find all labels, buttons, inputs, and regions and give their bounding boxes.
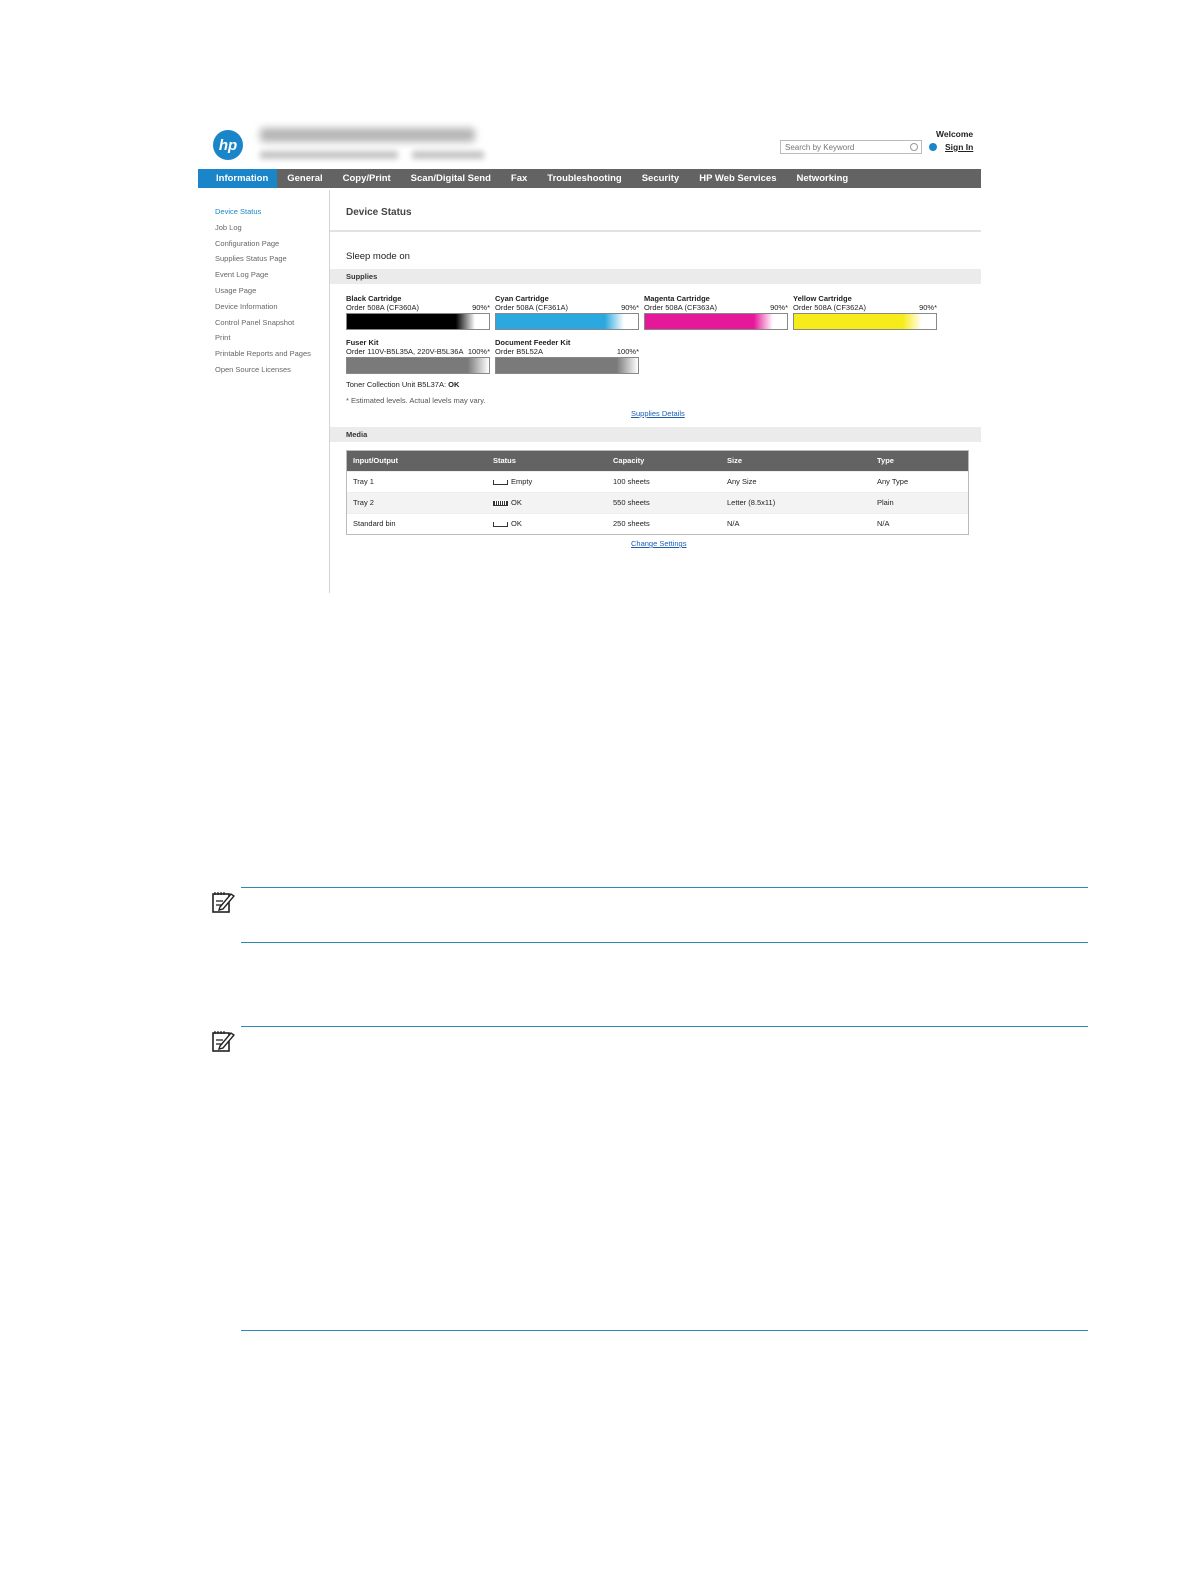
estimate-note: * Estimated levels. Actual levels may vary. [346,396,486,405]
search-input[interactable]: Search by Keyword [780,140,922,154]
supply-order: Order 508A (CF363A) [644,303,717,312]
supply-order: Order 508A (CF362A) [793,303,866,312]
note-rule-top [241,887,1088,888]
sidebar-item-print[interactable]: Print [215,333,231,343]
supply-order: Order 508A (CF361A) [495,303,568,312]
supply-name: Black Cartridge [346,294,402,303]
column-header: Input/Output [353,456,398,465]
table-row [347,492,968,513]
help-icon[interactable] [929,143,937,151]
table-cell: Standard bin [353,519,396,528]
status-text: OK [511,519,522,528]
table-cell-status [493,493,522,513]
column-header: Type [877,456,894,465]
supply-gauge [644,313,788,330]
sidebar-item-control-panel-snapshot[interactable]: Control Panel Snapshot [215,317,295,327]
column-header: Capacity [613,456,645,465]
supply-gauge-fill [496,358,638,373]
divider [330,230,981,232]
tab-scan-digital-send[interactable]: Scan/Digital Send [410,173,491,184]
welcome-label: Welcome [936,129,974,139]
supply-level: 90%* [770,303,788,312]
supply-gauge-fill [496,314,624,329]
supply-magenta-cartridge [644,294,788,330]
toner-collection-label: Toner Collection Unit B5L37A: [346,380,447,389]
table-cell: Any Type [877,477,909,486]
status-text: Empty [511,477,533,486]
page-title: Device Status [346,207,412,218]
table-cell: Any Size [727,477,757,486]
blurred-printer-subtitle [260,151,398,159]
tab-copy-print[interactable]: Copy/Print [342,173,391,184]
supply-fuser-kit [346,338,490,374]
supply-level: 90%* [472,303,490,312]
tab-security[interactable]: Security [641,173,680,184]
table-cell: 550 sheets [613,498,650,507]
media-header: Media [330,427,981,442]
sidebar-item-usage-page[interactable]: Usage Page [215,285,257,295]
supplies-header: Supplies [330,269,981,284]
table-row [347,471,968,492]
table-cell: 100 sheets [613,477,650,486]
search-icon[interactable] [910,143,918,151]
column-header: Status [493,456,516,465]
table-row [347,513,968,534]
supply-name: Fuser Kit [346,338,379,347]
status-text: OK [511,498,522,507]
supply-gauge [346,357,490,374]
ews-screenshot [198,118,981,593]
blurred-printer-title [260,128,475,142]
table-cell: Plain [877,498,894,507]
supply-order: Order 110V-B5L35A, 220V-B5L36A [346,347,464,356]
supply-gauge [793,313,937,330]
column-header: Size [727,456,743,465]
supply-gauge [495,313,639,330]
tab-general[interactable]: General [287,173,323,184]
change-settings-link[interactable]: Change Settings [631,539,687,548]
sign-in-link[interactable]: Sign In [945,142,974,152]
table-cell: Letter (8.5x11) [727,498,776,507]
supply-gauge-fill [347,314,475,329]
supply-document-feeder-kit [495,338,639,374]
media-table [346,450,969,535]
tab-hp-web-services[interactable]: HP Web Services [699,173,777,184]
supply-gauge-fill [794,314,922,329]
sidebar-item-printable-reports[interactable]: Printable Reports and Pages [215,349,311,359]
supply-black-cartridge [346,294,490,330]
sidebar-item-configuration-page[interactable]: Configuration Page [215,238,280,248]
table-cell: Tray 1 [353,477,374,486]
table-cell-status [493,472,532,492]
tray-empty-icon [493,480,508,485]
table-cell: N/A [727,519,740,528]
table-cell-status [493,514,522,534]
blurred-ip-address [412,151,484,159]
output-bin-icon [493,522,508,527]
supply-name: Yellow Cartridge [793,294,852,303]
supply-gauge [346,313,490,330]
sidebar [215,206,311,380]
tray-full-icon [493,501,508,506]
supplies-details-link[interactable]: Supplies Details [631,409,685,418]
supply-level: 90%* [621,303,639,312]
supply-name: Document Feeder Kit [495,338,571,347]
main-content [330,188,981,593]
note-rule-bottom [241,942,1088,943]
table-cell: N/A [877,519,890,528]
supply-order: Order 508A (CF360A) [346,303,419,312]
tab-networking[interactable]: Networking [796,173,849,184]
sidebar-item-device-status[interactable]: Device Status [215,207,262,216]
sidebar-item-device-information[interactable]: Device Information [215,301,278,311]
supply-cyan-cartridge [495,294,639,330]
note-rule-top [241,1026,1088,1027]
supply-name: Cyan Cartridge [495,294,549,303]
note-rule-bottom [241,1330,1088,1331]
supply-level: 100%* [616,347,639,356]
toner-collection-status [346,380,459,389]
note-icon [211,890,235,914]
sidebar-item-event-log-page[interactable]: Event Log Page [215,270,269,280]
supply-level: 100%* [467,347,490,356]
note-icon [211,1029,235,1053]
tab-fax[interactable]: Fax [510,173,528,184]
supply-gauge-fill [645,314,773,329]
hp-logo: hp [213,130,243,160]
sidebar-item-supplies-status-page[interactable]: Supplies Status Page [215,254,287,264]
toner-collection-value: OK [448,380,460,389]
supply-order: Order B5L52A [495,347,543,356]
tab-information[interactable]: Information [198,169,277,188]
supply-yellow-cartridge [793,294,937,330]
supply-gauge-fill [347,358,489,373]
table-cell: Tray 2 [353,498,374,507]
sleep-status: Sleep mode on [346,251,410,262]
sidebar-item-job-log[interactable]: Job Log [215,222,242,232]
supply-level: 90%* [919,303,937,312]
supply-gauge [495,357,639,374]
media-table-header [347,451,968,471]
tab-troubleshooting[interactable]: Troubleshooting [547,173,622,184]
supply-name: Magenta Cartridge [644,294,710,303]
sidebar-item-open-source-licenses[interactable]: Open Source Licenses [215,364,291,374]
top-nav [198,169,981,188]
table-cell: 250 sheets [613,519,650,528]
